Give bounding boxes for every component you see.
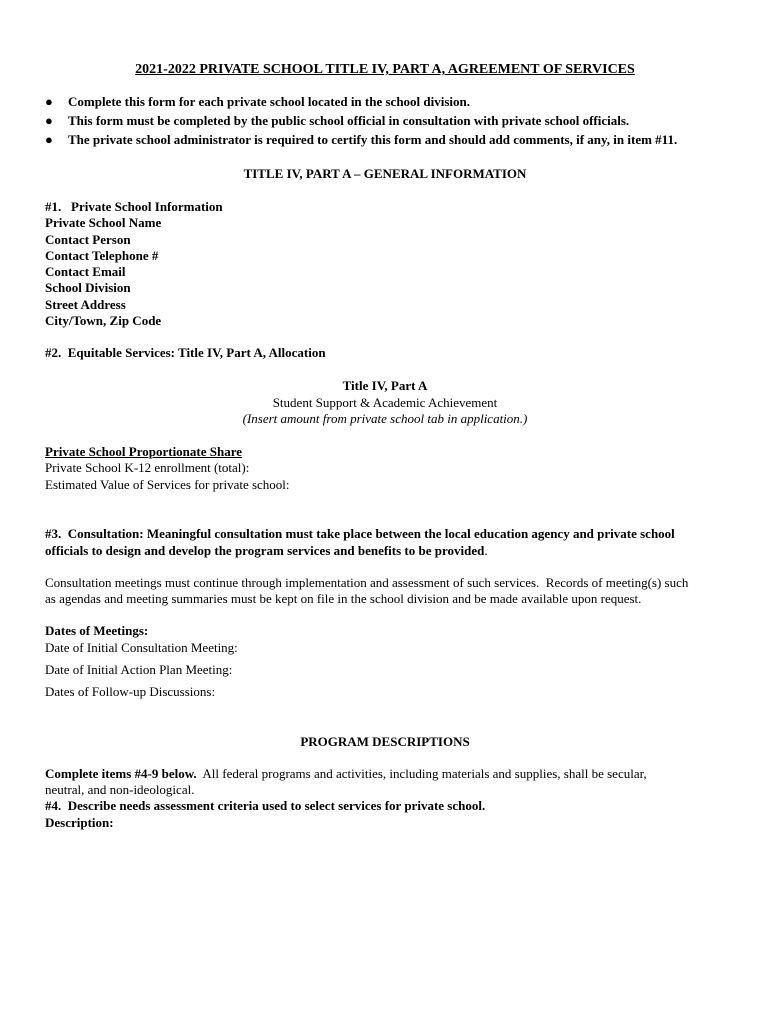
- field-label: School Division: [45, 280, 131, 296]
- description-label: Description:: [45, 815, 114, 830]
- date-initial-consultation-label: Date of Initial Consultation Meeting:: [45, 640, 238, 655]
- share-heading: Private School Proportionate Share: [45, 444, 243, 459]
- item4-heading: #4. Describe needs assessment criteria used to select services for private school.: [45, 798, 486, 813]
- program-desc-lead-rest: All federal programs and activities, including materials and supplies, shall be secular,: [196, 766, 647, 781]
- consultation-para-line2: as agendas and meeting summaries must be kept on file in the school division and be made available upon request.: [45, 591, 642, 606]
- field-label: Contact Email: [45, 264, 126, 280]
- item3-heading-period: .: [484, 543, 488, 558]
- field-label: City/Town, Zip Code: [45, 313, 162, 329]
- consultation-para-line1: Consultation meetings must continue through implementation and assessment of such services. Records of meeting(s) such: [45, 575, 689, 590]
- field-label: Contact Person: [45, 231, 131, 247]
- bullet-icon: ●: [45, 113, 53, 128]
- item3-heading-line2: [45, 543, 735, 560]
- list-item: [45, 132, 745, 151]
- date-followup-label: Dates of Follow-up Discussions:: [45, 684, 216, 699]
- field-label: Contact Telephone #: [45, 247, 159, 263]
- field-label: Street Address: [45, 296, 126, 312]
- program-desc-line2: neutral, and non-ideological.: [45, 782, 195, 797]
- section-heading-program: PROGRAM DESCRIPTIONS: [300, 734, 470, 749]
- instruction-text: This form must be completed by the public school official in consultation with private school officials.: [68, 113, 630, 128]
- list-item: [45, 94, 745, 113]
- document-title: 2021-2022 PRIVATE SCHOOL TITLE IV, PART A, AGREEMENT OF SERVICES: [135, 62, 635, 77]
- program-title: Title IV, Part A: [342, 378, 428, 393]
- section-heading-general: TITLE IV, PART A – GENERAL INFORMATION: [243, 166, 527, 181]
- dates-heading: Dates of Meetings:: [45, 623, 149, 638]
- program-note: (Insert amount from private school tab in application.): [242, 411, 528, 426]
- enrollment-label: Private School K-12 enrollment (total):: [45, 460, 250, 475]
- instruction-text: The private school administrator is required to certify this form and should add comments, if any, in item #11.: [68, 132, 678, 147]
- instruction-text: Complete this form for each private school located in the school division.: [68, 94, 471, 109]
- instruction-list: [45, 94, 745, 151]
- item2-heading: #2. Equitable Services: Title IV, Part A, Allocation: [45, 345, 326, 360]
- item1-heading: #1. Private School Information: [45, 199, 223, 214]
- private-school-info-block: [45, 199, 735, 329]
- value-label: Estimated Value of Services for private school:: [45, 477, 290, 492]
- bullet-icon: ●: [45, 132, 53, 147]
- item3-heading-text: officials to design and develop the program services and benefits to be provided: [45, 543, 485, 558]
- program-desc-lead-bold: Complete items #4-9 below.: [45, 766, 197, 781]
- list-item: [45, 113, 745, 132]
- program-subtitle: Student Support & Academic Achievement: [272, 395, 498, 410]
- bullet-icon: ●: [45, 94, 53, 109]
- item3-heading-line1: #3. Consultation: Meaningful consultation must take place between the local education agency and private school: [45, 526, 675, 541]
- field-label: Private School Name: [45, 215, 162, 231]
- date-initial-action-plan-label: Date of Initial Action Plan Meeting:: [45, 662, 233, 677]
- program-desc-lead: [45, 766, 735, 783]
